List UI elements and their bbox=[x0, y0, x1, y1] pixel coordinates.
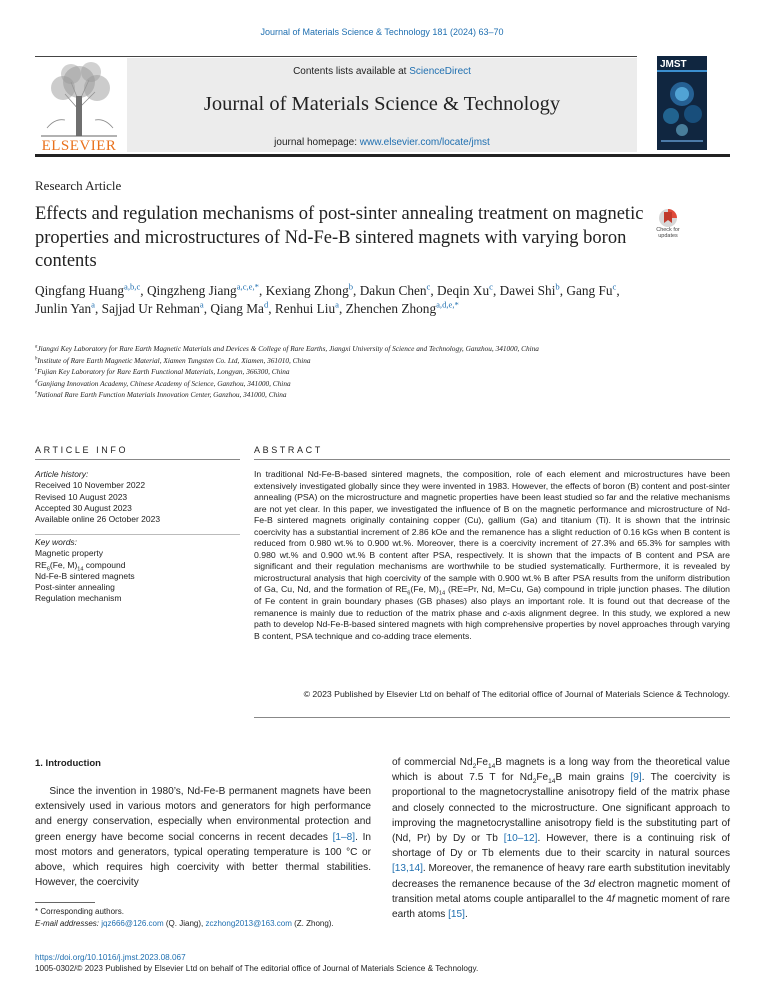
introduction-heading: 1. Introduction bbox=[35, 758, 101, 769]
author-affiliation-marker[interactable]: a,c,e,* bbox=[236, 281, 259, 292]
author[interactable] bbox=[566, 283, 616, 298]
keyword-item: Regulation mechanism bbox=[35, 593, 122, 604]
email-owner-zhong: (Z. Zhong). bbox=[294, 919, 334, 928]
affiliation-text: Ganjiang Innovation Academy, Chinese Academy of Science, Ganzhou, 341000, China bbox=[37, 378, 291, 388]
keyword-item: Magnetic property bbox=[35, 548, 104, 559]
article-type: Research Article bbox=[35, 178, 122, 193]
cover-title: JMST bbox=[660, 59, 687, 70]
reference-link[interactable]: [13,14] bbox=[392, 863, 423, 875]
contents-prefix: Contents lists available at bbox=[293, 66, 410, 77]
masthead-bottom-rule bbox=[35, 154, 730, 157]
author-name: Kexiang Zhong bbox=[265, 283, 349, 298]
journal-homepage bbox=[127, 137, 637, 148]
keyword-item: $RE_6(Fe$, $M)_{14}$ compound bbox=[35, 559, 126, 573]
reference-link[interactable]: [9] bbox=[630, 772, 642, 784]
keywords-label: Key words: bbox=[35, 537, 78, 547]
email-link-jiang[interactable]: jqz666@126.com bbox=[101, 919, 164, 928]
affiliation-item bbox=[35, 378, 635, 390]
keywords bbox=[35, 537, 240, 605]
affiliation-key: c bbox=[35, 367, 38, 373]
affiliation-key: b bbox=[35, 356, 38, 362]
author[interactable] bbox=[346, 301, 459, 316]
author[interactable] bbox=[275, 301, 339, 316]
introduction-column-1: Since the invention in 1980’s, Nd-Fe-B permanent magnets have been extensively used in various motors and generators for high performance and energy conservation, especially when environmental protection and green energy have become social concerns in recent decades [1–8]. In most motors and generators, typical operating temperature is 100 °C or above, which requires high coercivity with better thermal stabilities. However, the coercivity bbox=[35, 786, 371, 889]
email-label: E-mail addresses: bbox=[35, 919, 100, 928]
author[interactable] bbox=[210, 301, 268, 316]
author-affiliation-marker[interactable]: c bbox=[489, 281, 493, 292]
author-name: Deqin Xu bbox=[437, 283, 490, 298]
journal-cover-image[interactable] bbox=[657, 56, 707, 150]
issn-copyright: 1005-0302/© 2023 Published by Elsevier Ltd on behalf of The editorial office of Journal of Materials Science & Technology. bbox=[35, 964, 479, 973]
reference-link[interactable]: [15] bbox=[448, 909, 465, 921]
homepage-prefix: journal homepage: bbox=[274, 137, 360, 148]
author-name: Renhui Liu bbox=[274, 300, 336, 316]
author-affiliation-marker[interactable]: a bbox=[91, 299, 96, 310]
author-list: Qingfang Huang$^{a,b,c}$, Qingzheng Jiang$^{a,c,e,*}$, Kexiang Zhong$^b$, Dakun Chen$^c$, Deqin Xu$^c$, Dawei Shi$^b$, Gang Fu$^c$, Junlin Yan$^a$, Sajjad Ur Rehman$^a$, Qiang Ma$^d$, Renhui Liu$^a$, Zhenchen Zhong$^{a,d,e,*}$ bbox=[35, 281, 620, 316]
check-updates-label: Check for updates bbox=[656, 227, 680, 239]
author[interactable] bbox=[360, 283, 431, 298]
history-revised: Revised 10 August 2023 bbox=[35, 491, 128, 502]
paper-title: Effects and regulation mechanisms of post-sinter annealing treatment on magnetic properties and microstructures of Nd-Fe-B sintered magnets with varying boron contents bbox=[35, 204, 644, 271]
abstract-rule bbox=[254, 459, 730, 460]
reference-link[interactable]: [1–8] bbox=[332, 831, 356, 843]
affiliation-key: a bbox=[35, 344, 38, 350]
article-info-divider bbox=[35, 534, 240, 535]
affiliation-key: d bbox=[35, 379, 38, 385]
author-name: Dakun Chen bbox=[359, 283, 427, 298]
reference-link[interactable]: [10–12] bbox=[503, 833, 538, 845]
author[interactable] bbox=[147, 283, 259, 298]
author-affiliation-marker[interactable]: b bbox=[555, 281, 560, 292]
author-name: Junlin Yan bbox=[35, 300, 92, 316]
homepage-link[interactable]: www.elsevier.com/locate/jmst bbox=[359, 137, 490, 148]
author-affiliation-marker[interactable]: c bbox=[612, 281, 617, 292]
affiliations bbox=[35, 343, 635, 401]
author-name: Qiang Ma bbox=[210, 300, 264, 316]
affiliation-text: Fujian Key Laboratory for Rare Earth Functional Materials, Longyan, 366300, China bbox=[37, 367, 290, 376]
author-affiliation-marker[interactable]: a,b,c bbox=[124, 281, 141, 292]
journal-title: Journal of Materials Science & Technology bbox=[203, 93, 561, 115]
article-history bbox=[35, 469, 240, 525]
contents-availability bbox=[127, 66, 637, 77]
abstract-copyright: © 2023 Published by Elsevier Ltd on behalf of The editorial office of Journal of Materials Science & Technology. bbox=[303, 689, 730, 699]
email-link-zhong[interactable]: zczhong2013@163.com bbox=[205, 919, 292, 928]
affiliation-item bbox=[35, 343, 635, 355]
corresponding-footnote bbox=[35, 906, 371, 930]
affiliation-text: Institute of Rare Earth Magnetic Material, Xiamen Tungsten Co. Ltd, Xiamen, 361010, China bbox=[37, 355, 311, 365]
author[interactable] bbox=[500, 283, 560, 298]
affiliation-item bbox=[35, 355, 635, 367]
abstract-heading: ABSTRACT bbox=[254, 445, 323, 455]
author[interactable] bbox=[35, 301, 95, 316]
author-name: Sajjad Ur Rehman bbox=[101, 300, 200, 316]
masthead-top-rule bbox=[35, 56, 637, 57]
author-affiliation-marker[interactable]: d bbox=[263, 299, 269, 310]
abstract-text: In traditional Nd-Fe-B-based sintered magnets, the composition, role of each element and microstructures have been extensively investigated globally since they were invented in 1983. However, the effects of boron (B) content and post-sinter annealing (PSA) on the microstructure and magnetic properties have been least studied so far and the relative mechanisms are not yet clear. In this paper, we investigated the influence of B on the magnetic performance and microstructure of Nd-Fe-B sintered magnets originally containing copper (Cu), gallium (Ga) and titanium (Ti). It is shown that the intrinsic coercivity has a substantial increment of 2.86 kOe and the remanence has a slight reduction of 0.16 kGs when B content is reduced from 0.980 wt.% to 0.900 wt.%. Moreover, there is a coercivity increment of 27.3% and 65.3% for samples with 0.980 wt.% and 0.900 wt.% B content after PSA, respectively. It is shown that the impacts of B content and PSA are significant and their regulation mechanisms are worthwhile to be studied systematically. Furthermore, it is revealed by microstructural analysis that high coercivity of the sample with 0.900 wt.% B after PSA results from the uniform distribution of Ga, Cu, Nd, and the formation of $RE_6(Fe$, $M)_{14}$ (RE=Pr, Nd, M=Cu, Ga) compound in triple junction phases. The dilution of Fe content in grain boundary phases (GB phases) also plays an important role. It is found out that decrease of the remanence is mainly due to reduction of the matrix phase and c-axis alignment degree. In this study, we explored a new path to develop Nd-Fe-B-based sintered magnets with high comprehensive properties by novel approaches through varying B content, PSA technique and co-adding trace elements. bbox=[254, 469, 730, 641]
keyword-item: Post-sinter annealing bbox=[35, 582, 115, 593]
author-affiliation-marker[interactable]: a bbox=[199, 299, 204, 310]
affiliation-text: National Rare Earth Function Materials Innovation Center, Ganzhou, 341000, China bbox=[37, 390, 287, 399]
author[interactable] bbox=[437, 283, 493, 298]
abstract-bottom-rule bbox=[254, 717, 730, 718]
author-name: Qingfang Huang bbox=[35, 283, 124, 298]
elsevier-wordmark: ELSEVIER bbox=[41, 138, 117, 154]
footnote-rule bbox=[35, 902, 95, 903]
keyword-item: Nd-Fe-B sintered magnets bbox=[35, 570, 135, 581]
sciencedirect-link[interactable]: ScienceDirect bbox=[409, 66, 471, 77]
author-affiliation-marker[interactable]: a bbox=[335, 299, 339, 310]
article-info-heading: ARTICLE INFO bbox=[35, 445, 129, 455]
affiliation-item bbox=[35, 366, 635, 378]
email-addresses bbox=[35, 918, 371, 930]
history-received: Received 10 November 2022 bbox=[35, 480, 146, 491]
author-affiliation-marker[interactable]: b bbox=[348, 281, 354, 292]
affiliation-item bbox=[35, 389, 635, 401]
author[interactable] bbox=[35, 283, 140, 298]
author-affiliation-marker[interactable]: c bbox=[426, 281, 431, 292]
email-owner-jiang: (Q. Jiang), bbox=[165, 919, 204, 928]
article-info-rule bbox=[35, 459, 240, 460]
journal-citation[interactable]: Journal of Materials Science & Technology 181 (2024) 63–70 bbox=[260, 27, 504, 37]
history-accepted: Accepted 30 August 2023 bbox=[35, 502, 132, 513]
affiliation-key: e bbox=[35, 390, 38, 396]
affiliation-text: Jiangxi Key Laboratory for Rare Earth Magnetic Materials and Devices & College of Rare Earths, Jiangxi University of Science and Technology, Ganzhou, 341000, China bbox=[37, 344, 539, 353]
author-name: Qingzheng Jiang bbox=[146, 283, 237, 298]
doi-link[interactable]: https://doi.org/10.1016/j.jmst.2023.08.067 bbox=[35, 953, 186, 962]
author-name: Dawei Shi bbox=[499, 283, 556, 298]
author[interactable] bbox=[102, 301, 204, 316]
author-name: Zhenchen Zhong bbox=[345, 300, 437, 316]
author-affiliation-marker[interactable]: a,d,e,* bbox=[436, 299, 459, 310]
keyword-list bbox=[35, 548, 240, 604]
introduction-column-2: of commercial $Nd_2Fe_{14}B$ magnets is a long way from the theoretical value which is about 7.5 T for $Nd_2Fe_{14}B$ main grains [9]. The coercivity is proportional to the magnetocrystalline anisotropy field of the matrix phase and closely connected to the microstructure. One significant approach to improving the magnetocrystalline anisotropy field is the substituting part of (Nd, Pr) by Dy or Tb [10–12]. However, there is a continuing risk of shortage of Dy or Tb elements due to their scarcity in natural sources [13,14]. Moreover, the remanence of heavy rare earth substitution inevitably decreases the remanence because of the 3d electron magnetic moment of transition metal atoms couple antiparallel to the 4f magnetic moment of rare earth atoms [15]. bbox=[392, 757, 731, 921]
history-available: Available online 26 October 2023 bbox=[35, 514, 161, 525]
author-name: Gang Fu bbox=[566, 283, 613, 298]
corresponding-authors-note: * Corresponding authors. bbox=[35, 907, 124, 916]
history-label: Article history: bbox=[35, 469, 89, 479]
author[interactable] bbox=[266, 283, 353, 298]
